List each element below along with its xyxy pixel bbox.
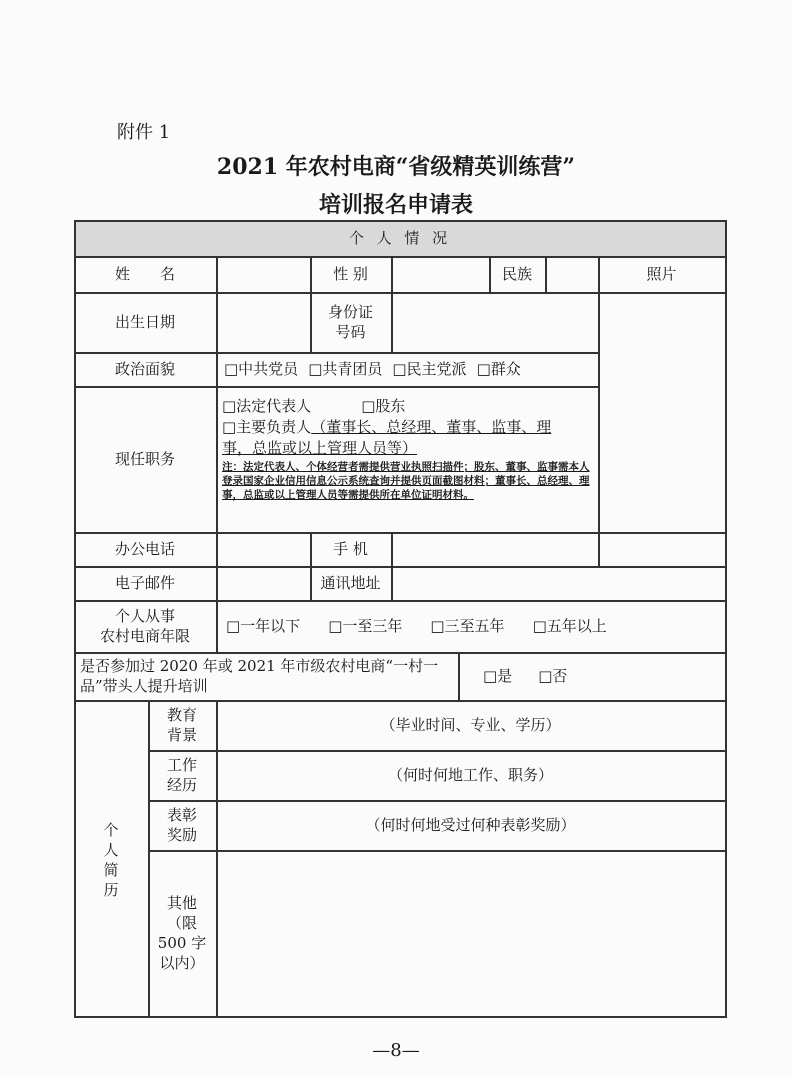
training-option-yes[interactable]: □是 <box>483 667 513 685</box>
political-option-masses[interactable]: □群众 <box>476 360 521 378</box>
form-title: 2021 年农村电商“省级精英训练营” <box>216 154 576 180</box>
political-option-party[interactable]: □中共党员 <box>224 360 299 378</box>
gender-label: 性 别 <box>333 265 368 283</box>
years-option-under1[interactable]: □一年以下 <box>226 617 301 635</box>
office-phone-label: 办公电话 <box>114 540 175 558</box>
table-border <box>74 220 726 222</box>
resume-label <box>74 820 148 900</box>
phone-extra-cell[interactable] <box>598 532 725 566</box>
address-input[interactable] <box>391 566 725 600</box>
attachment-label: 附件 1 <box>117 122 171 143</box>
years-option-3to5[interactable]: □三至五年 <box>430 617 505 635</box>
political-option-league[interactable]: □共青团员 <box>308 360 383 378</box>
position-label: 现任职务 <box>114 450 175 468</box>
years-options <box>226 600 721 652</box>
years-label-line1: 个人从事 <box>114 607 175 625</box>
photo-label: 照片 <box>646 265 677 283</box>
education-label-line1: 教育 <box>166 706 197 724</box>
gender-input[interactable] <box>391 256 489 292</box>
table-border <box>725 220 727 1017</box>
other-label-line4: 以内） <box>159 954 205 972</box>
training-option-no[interactable]: □否 <box>538 667 568 685</box>
education-label-line2: 背景 <box>166 726 197 744</box>
id-label-line2: 号码 <box>335 323 366 341</box>
resume-label-text: 个人简历 <box>103 821 119 899</box>
work-hint: （何时何地工作、职务） <box>387 766 553 784</box>
mobile-input[interactable] <box>391 532 598 566</box>
name-label: 姓 名 <box>114 265 175 283</box>
position-option-legal-rep[interactable]: □法定代表人 <box>222 397 312 415</box>
training-question: 是否参加过 2020 年或 2021 年市级农村电商“一村一品”带头人提升培训 <box>80 657 439 695</box>
email-label: 电子邮件 <box>114 574 175 592</box>
table-border <box>74 1016 727 1018</box>
email-input[interactable] <box>216 566 310 600</box>
political-option-democratic[interactable]: □民主党派 <box>392 360 467 378</box>
position-note-text: 注：法定代表人、个体经营者需提供营业执照扫描件；股东、董事、监事需本人登录国家企业信用信息公示系统查询并提供页面截图材料；董事长、总经理、理事，总监或以上管理人员等需提供所在单位证明材料。 <box>222 461 590 501</box>
position-detail-2: 事，总监或以上管理人员等） <box>222 439 418 457</box>
work-label-line1: 工作 <box>166 756 197 774</box>
other-label-line2: （限 <box>166 914 197 932</box>
position-option-shareholder[interactable]: □股东 <box>361 397 406 415</box>
years-option-1to3[interactable]: □一至三年 <box>328 617 403 635</box>
section-title: 个 人 情 况 <box>348 229 452 247</box>
position-detail: （董事长、总经理、董事、监事、理 <box>311 418 552 436</box>
award-hint: （何时何地受过何种表彰奖励） <box>365 816 576 834</box>
position-options <box>222 396 597 459</box>
award-label-line1: 表彰 <box>166 806 197 824</box>
table-line <box>216 600 218 652</box>
birth-label: 出生日期 <box>114 313 175 331</box>
education-hint: （毕业时间、专业、学历） <box>380 716 561 734</box>
ethnicity-input[interactable] <box>545 256 598 292</box>
education-label <box>148 700 216 750</box>
id-label-line1: 身份证 <box>327 303 373 321</box>
position-option-principal[interactable]: □主要负责人 <box>222 418 312 436</box>
address-label: 通讯地址 <box>320 574 381 592</box>
work-input[interactable] <box>216 750 725 800</box>
political-options <box>224 352 594 386</box>
award-label-line2: 奖励 <box>166 826 197 844</box>
ethnicity-label: 民族 <box>501 265 532 283</box>
page-number: —8— <box>372 1040 420 1061</box>
position-note <box>222 460 594 502</box>
award-input[interactable] <box>216 800 725 850</box>
form-subtitle: 培训报名申请表 <box>318 192 473 218</box>
award-label <box>148 800 216 850</box>
photo-area[interactable] <box>598 292 725 532</box>
other-label <box>148 850 216 1016</box>
id-input[interactable] <box>391 292 598 352</box>
name-input[interactable] <box>216 256 310 292</box>
years-label-line2: 农村电商年限 <box>99 627 190 645</box>
training-options <box>458 652 725 700</box>
years-option-over5[interactable]: □五年以上 <box>532 617 607 635</box>
education-input[interactable] <box>216 700 725 750</box>
other-label-line1: 其他 <box>166 894 197 912</box>
birth-input[interactable] <box>216 292 310 352</box>
office-phone-input[interactable] <box>216 532 310 566</box>
other-label-line3: 500 字 <box>157 934 207 952</box>
political-label: 政治面貌 <box>114 360 175 378</box>
mobile-label: 手 机 <box>333 540 368 558</box>
id-label <box>310 292 391 352</box>
other-input[interactable] <box>216 850 725 1016</box>
work-label <box>148 750 216 800</box>
years-label <box>74 600 216 652</box>
work-label-line2: 经历 <box>166 776 197 794</box>
